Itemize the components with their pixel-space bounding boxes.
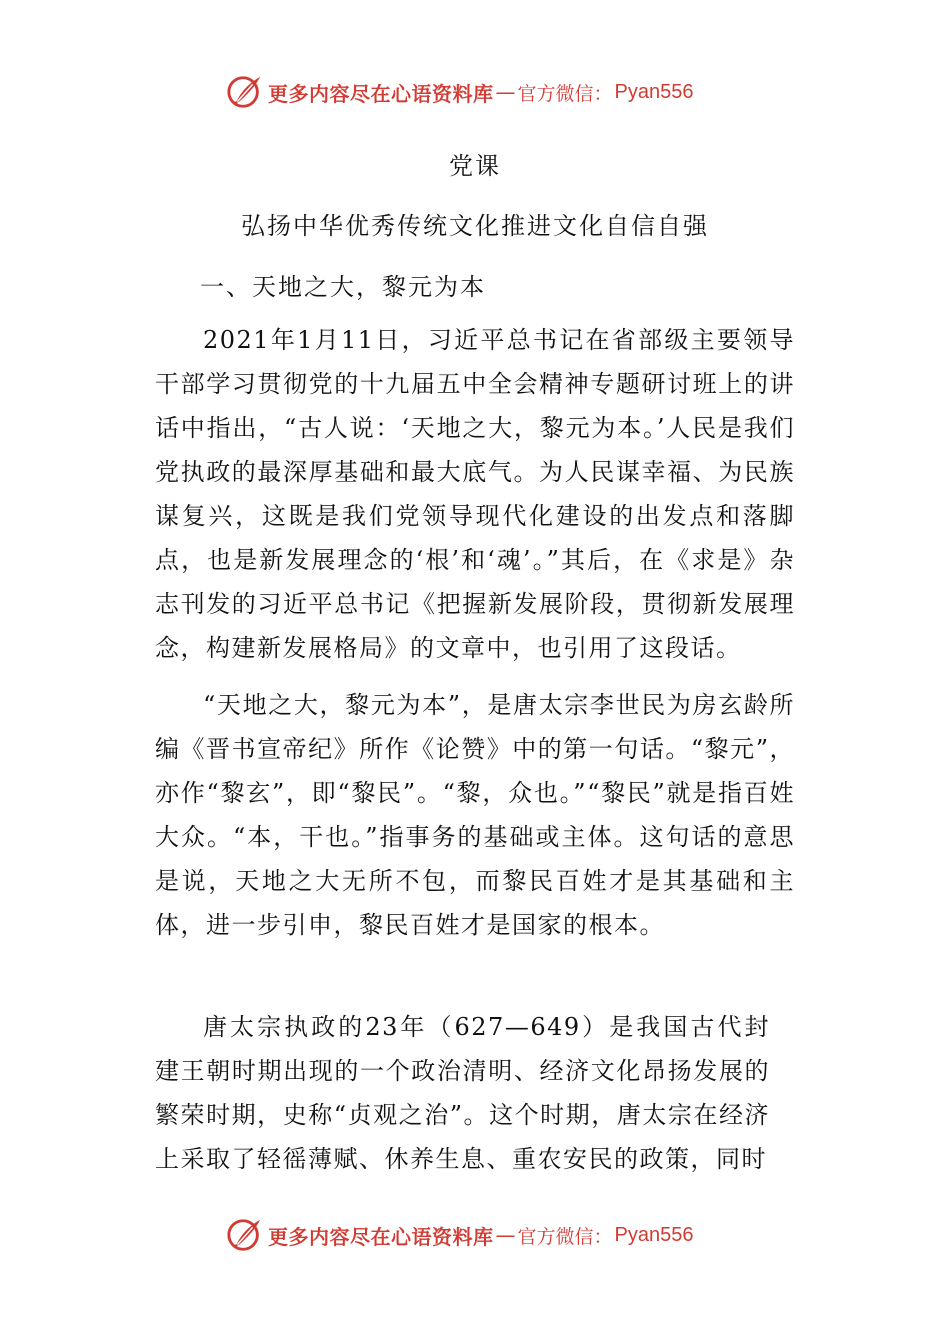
paragraph-1: 2021年1月11日，习近平总书记在省部级主要领导干部学习贯彻党的十九届五中全会精神专题研讨班上的讲话中指出，“古人说：‘天地之大，黎元为本。’人民是我们党执政的最深厚基础和最大底气。为人民谋幸福、为民族谋复兴，这既是我们党领导现代化建设的出发点和落脚点，也是新发展理念的‘根’和‘魂’。”其后，在《求是》杂志刊发的习近平总书记《把握新发展阶段，贯彻新发展理念，构建新发展格局》的文章中，也引用了这段话。: [155, 326, 795, 662]
banner-separator: —: [495, 80, 516, 104]
footer-banner: [0, 1213, 950, 1257]
quill-logo-icon: [226, 73, 264, 111]
section-heading: 一、天地之大，黎元为本: [200, 273, 486, 301]
wechat-id: Pyan556: [614, 80, 694, 103]
banner-text: 更多内容尽在心语资料库: [268, 81, 494, 106]
wechat-label: 官方微信：: [517, 1225, 613, 1248]
quill-logo-icon: [226, 1216, 264, 1254]
banner-text: 更多内容尽在心语资料库: [268, 1224, 494, 1249]
wechat-label: 官方微信：: [517, 82, 613, 105]
document-title: 弘扬中华优秀传统文化推进文化自信自强: [241, 212, 709, 240]
document-category: 党课: [449, 152, 501, 180]
header-banner: [0, 70, 950, 114]
paragraph-2: “天地之大，黎元为本”，是唐太宗李世民为房玄龄所编《晋书宣帝纪》所作《论赞》中的第一句话。“黎元”，亦作“黎玄”，即“黎民”。“黎，众也。”“黎民”就是指百姓大众。“本，干也。”指事务的基础或主体。这句话的意思是说，天地之大无所不包，而黎民百姓才是其基础和主体，进一步引申，黎民百姓才是国家的根本。: [155, 691, 795, 939]
paragraph-3: 唐太宗执政的23年（627—649）是我国古代封建王朝时期出现的一个政治清明、经济文化昂扬发展的繁荣时期，史称“贞观之治”。这个时期，唐太宗在经济上采取了轻徭薄赋、休养生息、重农安民的政策，同时: [155, 1013, 770, 1173]
wechat-id: Pyan556: [614, 1223, 694, 1246]
banner-separator: —: [495, 1223, 516, 1247]
